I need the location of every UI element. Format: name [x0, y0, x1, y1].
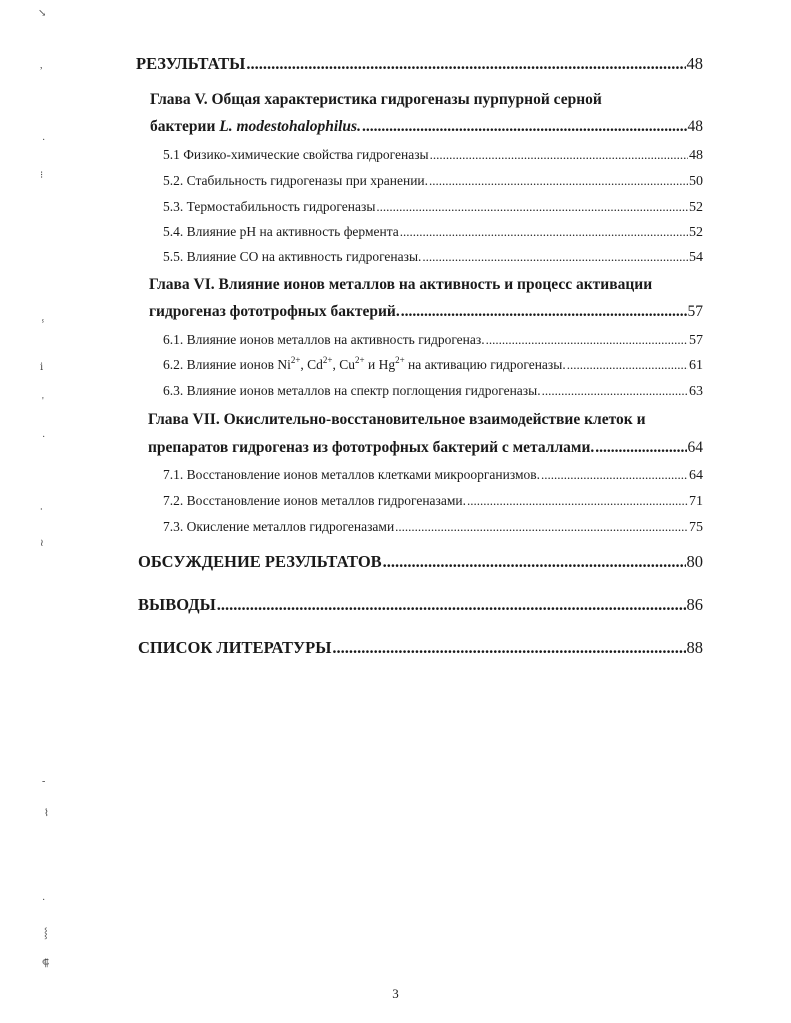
scan-mark: ↘: [38, 8, 47, 19]
toc-discussion[interactable]: [138, 552, 703, 572]
leader-dots: [429, 173, 688, 189]
toc-chapter5-page: 48: [687, 118, 703, 135]
scan-mark: -: [42, 776, 46, 787]
leader-dots: [542, 383, 688, 399]
toc-item-5-5[interactable]: [163, 249, 703, 266]
toc-chapter7-page: 64: [687, 439, 703, 456]
toc-conclusions-page: 86: [686, 595, 703, 614]
toc-item-page: 71: [689, 494, 703, 509]
toc-item-7-1[interactable]: [163, 467, 703, 484]
scan-mark: ⅰ: [40, 362, 44, 373]
toc-results-page: 48: [686, 54, 703, 73]
leader-dots: [467, 493, 688, 509]
toc-chapter5-title-line1[interactable]: Глава V. Общая характеристика гидрогеназы пурпурной серной: [150, 91, 602, 108]
toc-results[interactable]: [136, 54, 703, 74]
toc-item-page: 50: [689, 174, 703, 189]
toc-item-label: 7.3. Окисление металлов гидрогеназами: [163, 519, 395, 534]
toc-item-label: 5.1 Физико-химические свойства гидрогеназы: [163, 147, 429, 162]
leader-dots: [430, 147, 688, 163]
toc-chapter7-title-line2: препаратов гидрогеназ из фототрофных бактерий с металлами.: [148, 439, 595, 456]
toc-item-label: 6.1. Влияние ионов металлов на активность гидрогеназ.: [163, 332, 485, 347]
scan-mark: ': [42, 396, 44, 407]
toc-item-7-3[interactable]: [163, 519, 703, 536]
toc-item-label: 5.4. Влияние pH на активность фермента: [163, 224, 399, 239]
toc-item-6-2[interactable]: [163, 357, 703, 374]
leader-dots: [362, 118, 687, 136]
scan-mark: ≀: [40, 538, 44, 549]
leader-dots: [567, 357, 688, 373]
scan-mark: ⸿: [42, 958, 50, 969]
toc-item-label: 5.2. Стабильность гидрогеназы при хранении.: [163, 173, 429, 188]
toc-chapter6-title-line1[interactable]: Глава VI. Влияние ионов металлов на активность и процесс активации: [149, 276, 653, 293]
leader-dots: [541, 467, 688, 483]
scan-mark: ⁝: [40, 170, 44, 181]
scan-mark: ⸯ: [40, 321, 46, 332]
toc-chapter6-page: 57: [687, 303, 703, 320]
toc-item-page: 54: [689, 250, 703, 265]
toc-chapter6-title-line2: гидрогеназ фототрофных бактерий.: [149, 303, 400, 320]
leader-dots: [217, 595, 686, 615]
toc-item-label: 7.1. Восстановление ионов металлов клетками микроорганизмов.: [163, 467, 541, 482]
toc-item-5-2[interactable]: [163, 173, 703, 190]
toc-item-6-1[interactable]: [163, 332, 703, 349]
scan-mark: ,: [40, 60, 43, 71]
toc-item-page: 52: [689, 200, 703, 215]
toc-item-label: 6.2. Влияние ионов $Ni^{2+}$, $Cd^{2+}$, $Cu^{2+}$ и $Hg^{2+}$ на активацию гидрогеназы.: [163, 355, 566, 372]
leader-dots: [383, 552, 686, 572]
leader-dots: [376, 199, 688, 215]
toc-item-5-4[interactable]: [163, 224, 703, 241]
toc-item-page: 61: [689, 358, 703, 373]
toc-references-page: 88: [686, 638, 703, 657]
toc-item-label: 6.3. Влияние ионов металлов на спектр поглощения гидрогеназы.: [163, 383, 541, 398]
scan-mark: ·: [42, 432, 46, 443]
species-name: L. modestohalophilus.: [219, 118, 361, 135]
toc-item-label: 5.5. Влияние CO на активность гидрогеназы.: [163, 249, 422, 264]
scan-mark: ⌇: [44, 808, 49, 819]
toc-item-page: 48: [689, 148, 703, 163]
toc-item-page: 63: [689, 384, 703, 399]
leader-dots: [422, 249, 688, 265]
toc-results-label: РЕЗУЛЬТАТЫ: [136, 54, 246, 73]
scan-mark: ⸳: [40, 503, 43, 514]
leader-dots: [401, 303, 687, 321]
toc-discussion-label: ОБСУЖДЕНИЕ РЕЗУЛЬТАТОВ: [138, 552, 382, 571]
toc-item-5-1[interactable]: [163, 147, 703, 164]
toc-item-page: 75: [689, 520, 703, 535]
toc-item-page: 57: [689, 333, 703, 348]
toc-item-7-2[interactable]: [163, 493, 703, 510]
toc-chapter7-title-line1[interactable]: Глава VII. Окислительно-восстановительное взаимодействие клеток и: [148, 411, 646, 428]
toc-discussion-page: 80: [686, 552, 703, 571]
toc-item-label: 7.2. Восстановление ионов металлов гидрогеназами.: [163, 493, 467, 508]
toc-item-6-3[interactable]: [163, 383, 703, 400]
toc-chapter5[interactable]: [150, 118, 703, 136]
leader-dots: [486, 332, 688, 348]
leader-dots: [595, 439, 686, 457]
toc-item-page: 64: [689, 468, 703, 483]
toc-conclusions[interactable]: [138, 595, 703, 615]
toc-references-label: СПИСОК ЛИТЕРАТУРЫ: [138, 638, 332, 657]
leader-dots: [395, 519, 688, 535]
scan-mark: ⸾: [44, 928, 48, 939]
page-number: 3: [392, 986, 399, 1001]
toc-chapter5-title-line2: бактерии L. modestohalophilus.: [150, 118, 361, 135]
leader-dots: [400, 224, 688, 240]
toc-conclusions-label: ВЫВОДЫ: [138, 595, 216, 614]
toc-item-5-3[interactable]: [163, 199, 703, 216]
leader-dots: [332, 638, 685, 658]
scan-mark: ·: [42, 895, 46, 906]
toc-item-page: 52: [689, 225, 703, 240]
scan-mark: ·: [42, 135, 46, 146]
toc-references[interactable]: [138, 638, 703, 658]
leader-dots: [246, 54, 685, 74]
toc-chapter6[interactable]: [149, 303, 703, 321]
toc-chapter7[interactable]: [148, 439, 703, 457]
toc-item-label: 5.3. Термостабильность гидрогеназы: [163, 199, 376, 214]
